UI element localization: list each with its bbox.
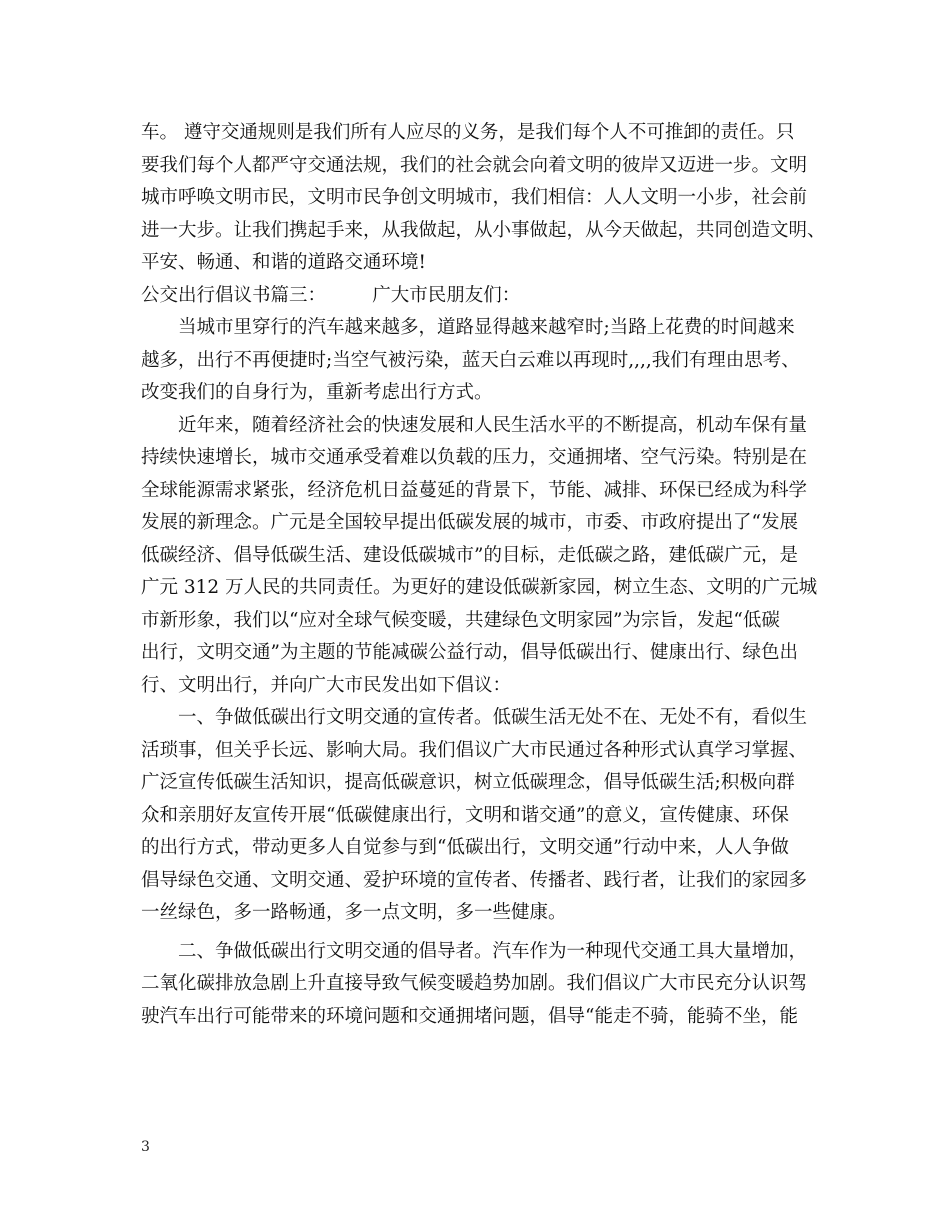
- text-line: 市新形象，我们以“应对全球气候变暖，共建绿色文明家园”为宗旨，发起“低碳: [141, 609, 780, 631]
- text-line: 全球能源需求紧张，经济危机日益蔓延的背景下，节能、减排、环保已经成为科学: [141, 479, 808, 501]
- text-line: 车。 遵守交通规则是我们所有人应尽的义务，是我们每个人不可推卸的责任。只: [141, 122, 795, 143]
- page-number: 3: [141, 1139, 150, 1155]
- text-line: 众和亲朋好友宣传开展“低碳健康出行，文明和谐交通”的意义，宣传健康、环保: [141, 804, 789, 826]
- text-line: 的出行方式，带动更多人自觉参与到“低碳出行，文明交通”行动中来，人人争做: [141, 837, 789, 858]
- text-line: 要我们每个人都严守交通法规，我们的社会就会向着文明的彼岸又迈进一步。文明: [141, 154, 808, 176]
- text-line: 持续快速增长，城市交通承受着难以负载的压力，交通拥堵、空气污染。特别是在: [141, 447, 808, 468]
- text-line: 一、争做低碳出行文明交通的宣传者。低碳生活无处不在、无处不有，看似生: [141, 707, 808, 728]
- text-line: 城市呼唤文明市民，文明市民争创文明城市，我们相信：人人文明一小步，社会前: [141, 187, 808, 208]
- text-line: 改变我们的自身行为，重新考虑出行方式。: [141, 382, 493, 403]
- text-line: 出行，文明交通”为主题的节能减碳公益行动，倡导低碳出行、健康出行、绿色出: [141, 642, 798, 663]
- section-heading: 公交出行倡议书篇三： 广大市民朋友们：: [141, 284, 521, 306]
- text-line: 越多，出行不再便捷时;当空气被污染，蓝天白云难以再现时,,,,我们有理由思考、: [141, 349, 800, 371]
- text-line: 广泛宣传低碳生活知识，提高低碳意识，树立低碳理念，倡导低碳生活;积极向群: [141, 772, 795, 793]
- text-line: 低碳经济、倡导低碳生活、建设低碳城市”的目标，走低碳之路，建低碳广元，是: [141, 544, 798, 566]
- text-line: 近年来，随着经济社会的快速发展和人民生活水平的不断提高，机动车保有量: [141, 414, 808, 436]
- text-line: 倡导绿色交通、文明交通、爱护环境的宣传者、传播者、践行者，让我们的家园多: [141, 869, 808, 891]
- text-line: 二、争做低碳出行文明交通的倡导者。汽车作为一种现代交通工具大量增加，: [141, 940, 808, 962]
- text-line: 进一大步。让我们携起手来，从我做起，从小事做起，从今天做起，共同创造文明、: [141, 219, 826, 241]
- text-line: 二氧化碳排放急剧上升直接导致气候变暖趋势加剧。我们倡议广大市民充分认识驾: [141, 973, 808, 994]
- text-line: 一丝绿色，多一路畅通，多一点文明，多一些健康。: [141, 902, 567, 923]
- text-line: 平安、畅通、和谐的道路交通环境!: [141, 252, 426, 273]
- text-line: 当城市里穿行的汽车越来越多，道路显得越来越窄时;当路上花费的时间越来: [141, 317, 795, 338]
- text-line: 发展的新理念。广元是全国较早提出低碳发展的城市，市委、市政府提出了“发展: [141, 512, 798, 533]
- text-line: 驶汽车出行可能带来的环境问题和交通拥堵问题，倡导“能走不骑，能骑不坐，能: [141, 1005, 798, 1027]
- body-text: [141, 117, 826, 1033]
- text-line: 行、文明出行，并向广大市民发出如下倡议：: [141, 674, 512, 696]
- text-line: 活琐事，但关乎长远、影响大局。我们倡议广大市民通过各种形式认真学习掌握、: [141, 739, 808, 761]
- text-line: 广元 312 万人民的共同责任。为更好的建设低碳新家园，树立生态、文明的广元城: [141, 577, 818, 598]
